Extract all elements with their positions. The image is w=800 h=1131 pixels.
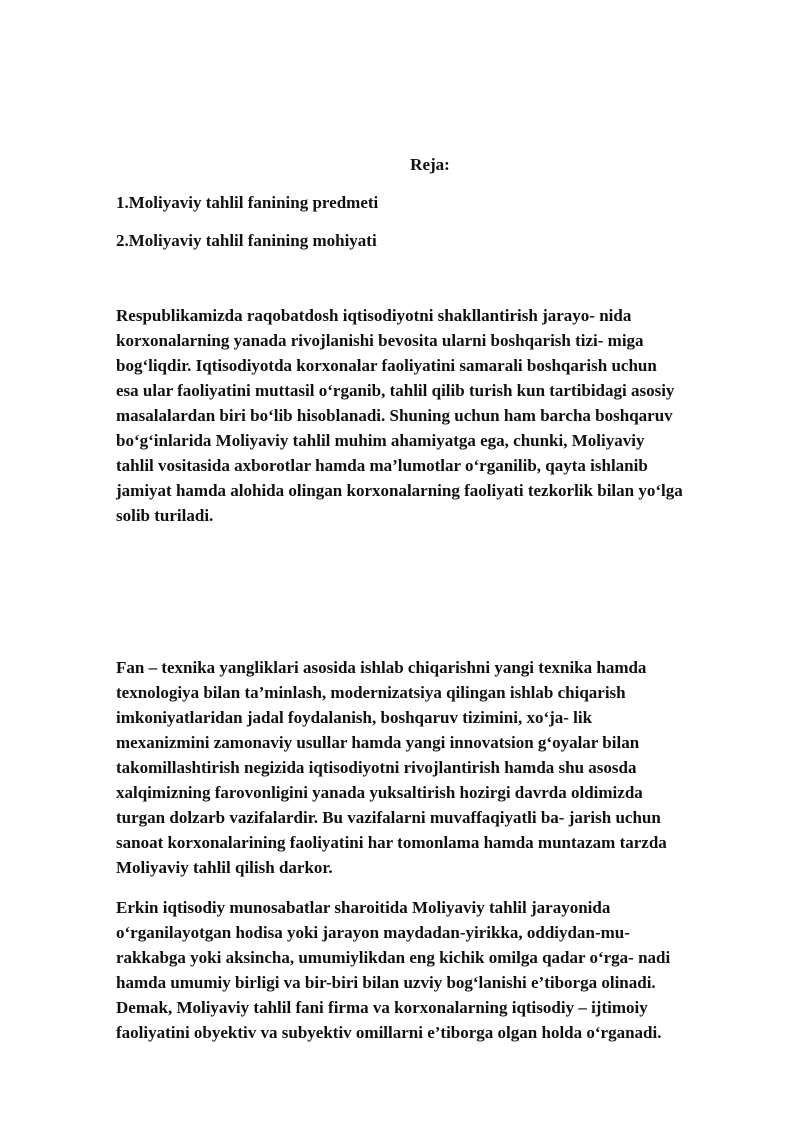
paragraph-line: tahlil vositasida axborotlar hamda ma’lumotlar o‘rganilib, qayta ishlanib [116,456,648,475]
paragraph-line: xalqimizning farovonligini yanada yuksaltirish hozirgi davrda oldimizda [116,783,643,802]
paragraph-line: o‘rganilayotgan hodisa yoki jarayon maydadan-yirikka, oddiydan-mu- [116,923,630,942]
paragraph [116,303,756,528]
paragraph-line: texnologiya bilan ta’minlash, modernizatsiya qilingan ishlab chiqarish [116,683,626,702]
paragraph-line: mexanizmini zamonaviy usullar hamda yangi innovatsion g‘oyalar bilan [116,733,640,752]
outline-item: 2.Moliyaviy tahlil fanining mohiyati [116,231,377,250]
paragraph-line: solib turiladi. [116,506,214,525]
paragraph-line: faoliyatini obyektiv va subyektiv omillarni e’tiborga olgan holda o‘rganadi. [116,1023,662,1042]
paragraph-line: turgan dolzarb vazifalardir. Bu vazifalarni muvaffaqiyatli ba- jarish uchun [116,808,661,827]
paragraph-line: Erkin iqtisodiy munosabatlar sharoitida Moliyaviy tahlil jarayonida [116,898,611,917]
paragraph-line: masalalardan biri bo‘lib hisoblanadi. Shuning uchun ham barcha boshqaruv [116,406,673,425]
paragraph-line: sanoat korxonalarining faoliyatini har tomonlama hamda muntazam tarzda [116,833,667,852]
document-heading: Reja: [410,155,450,174]
paragraph-line: imkoniyatlaridan jadal foydalanish, boshqaruv tizimini, xo‘ja- lik [116,708,593,727]
paragraph-line: takomillashtirish negizida iqtisodiyotni rivojlantirish hamda shu asosda [116,758,637,777]
outline-item: 1.Moliyaviy tahlil fanining predmeti [116,193,379,212]
paragraph-line: Demak, Moliyaviy tahlil fani firma va korxonalarning iqtisodiy – ijtimoiy [116,998,648,1017]
paragraph-line: bog‘liqdir. Iqtisodiyotda korxonalar faoliyatini samarali boshqarish uchun [116,356,657,375]
paragraph [116,895,756,1045]
paragraph-line: Respublikamizda raqobatdosh iqtisodiyotni shakllantirish jarayo- nida [116,306,632,325]
paragraph [116,655,756,880]
paragraph-line: Fan – texnika yangliklari asosida ishlab chiqarishni yangi texnika hamda [116,658,647,677]
paragraph-line: rakkabga yoki aksincha, umumiylikdan eng kichik omilga qadar o‘rga- nadi [116,948,671,967]
paragraph-line: esa ular faoliyatini muttasil o‘rganib, tahlil qilib turish kun tartibidagi asosiy [116,381,675,400]
paragraph-line: hamda umumiy birligi va bir-biri bilan uzviy bog‘lanishi e’tiborga olinadi. [116,973,656,992]
paragraph-line: korxonalarning yanada rivojlanishi bevosita ularni boshqarish tizi- miga [116,331,644,350]
paragraph-line: jamiyat hamda alohida olingan korxonalarning faoliyati tezkorlik bilan yo‘lga [116,481,683,500]
paragraph-line: Moliyaviy tahlil qilish darkor. [116,858,333,877]
paragraph-line: bo‘g‘inlarida Moliyaviy tahlil muhim ahamiyatga ega, chunki, Moliyaviy [116,431,645,450]
